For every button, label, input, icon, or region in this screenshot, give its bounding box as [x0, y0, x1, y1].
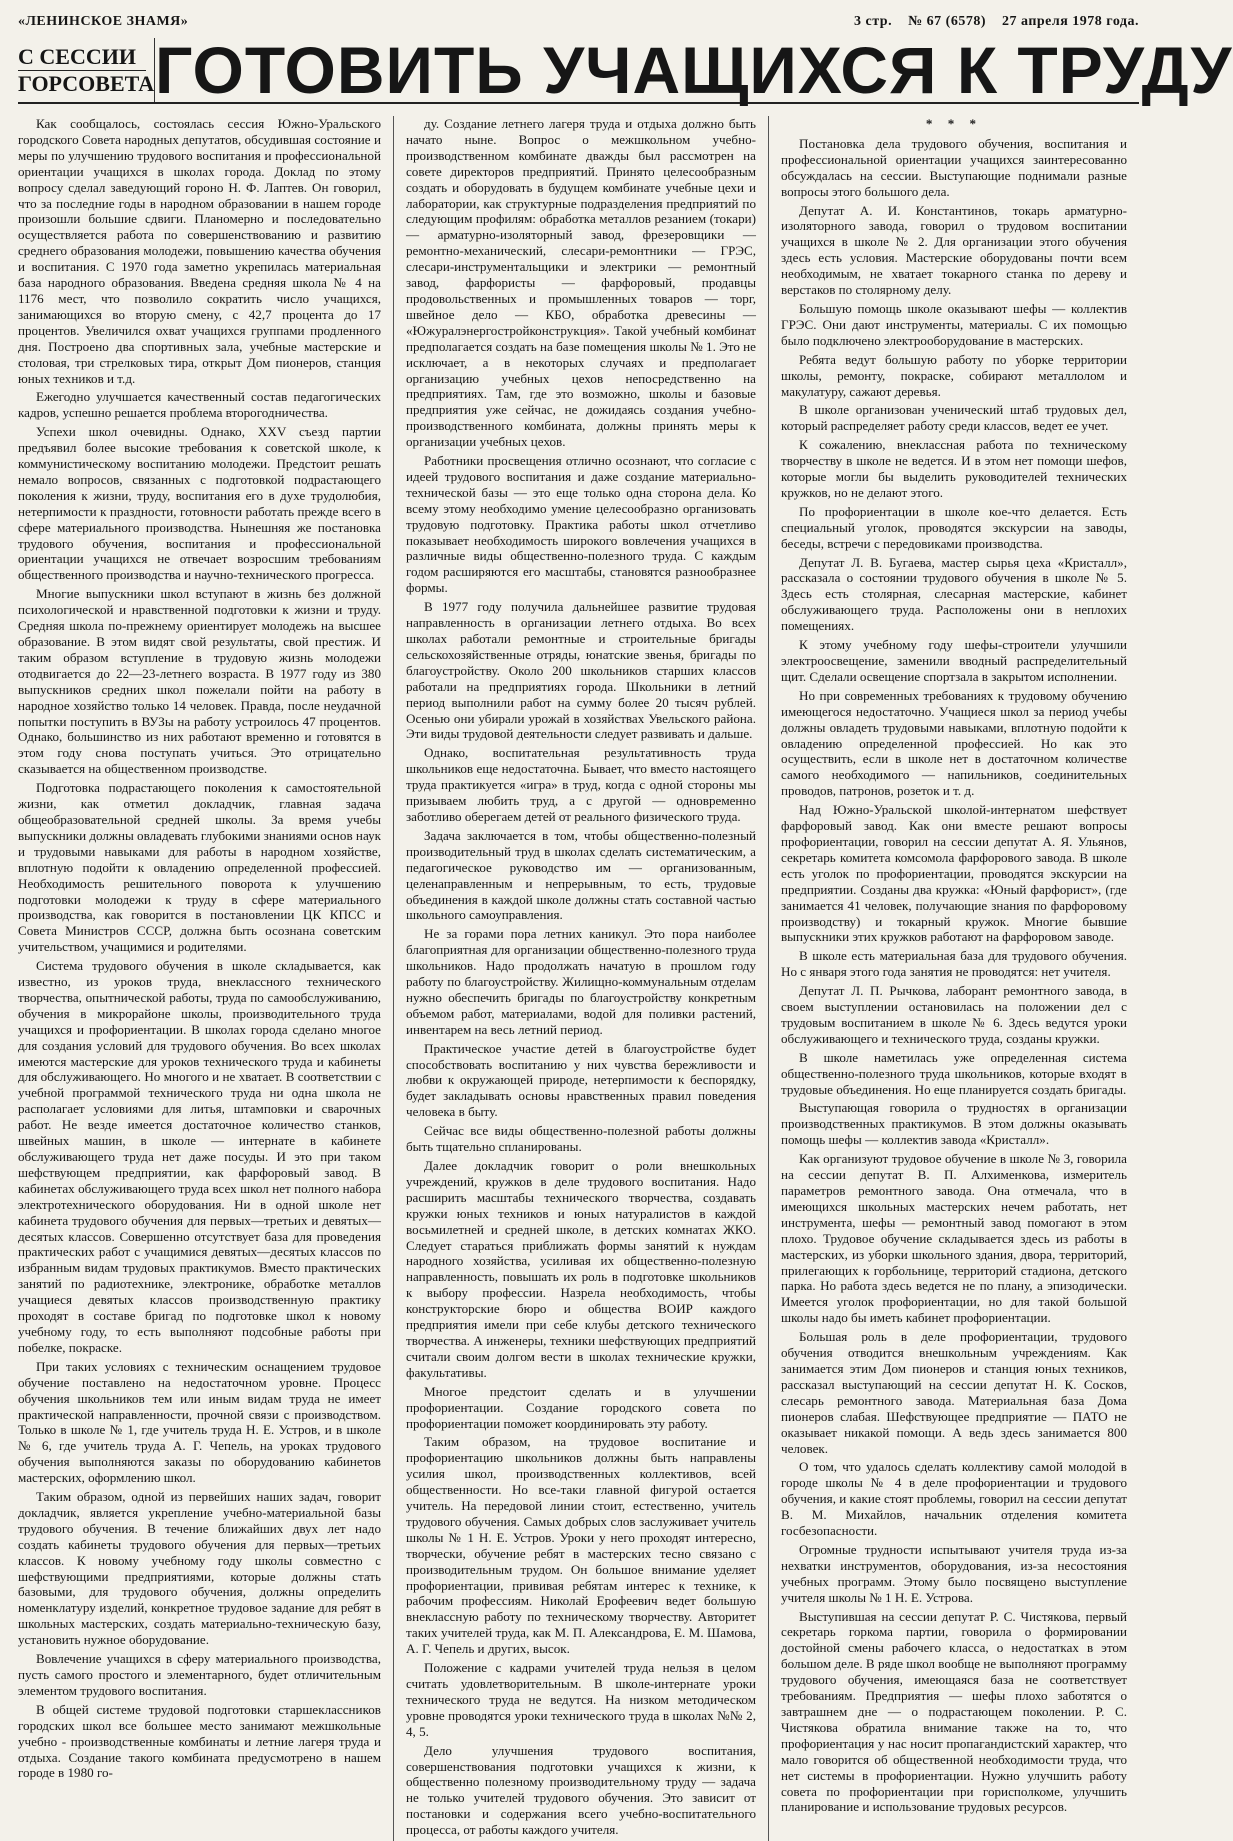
article-paragraph: Депутат Л. П. Рычкова, лаборант ремонтного завода, в своем выступлении остановилась на положении дел с трудовым воспитанием в школе № 6. Здесь ведутся уроки обслуживающего и технического труда, созданы кружки.: [781, 983, 1127, 1046]
masthead: [18, 14, 1139, 34]
article-paragraph: Подготовка подрастающего поколения к самостоятельной жизни, как отметил докладчик, главная задача общеобразовательной средней школы. За время учебы выпускники должны овладевать глубокими знаниями основ наук и трудовыми навыками для работы в народном хозяйстве, вплотную подойти к овладению определенной профессией. Необходимость решительного поворота к улучшению подготовки молодежи к труду в сфере материального производства, как говорится в постановлении ЦК КПСС и Совета Министров СССР, должна быть осознана советским учительством, учащимися и родителями.: [18, 780, 381, 955]
article-paragraph: Ребята ведут большую работу по уборке территории школы, ремонту, покраске, собирают металлолом и макулатуру, сажают деревья.: [781, 351, 1127, 399]
article-paragraph: Таким образом, на трудовое воспитание и профориентацию школьников должны быть направлены усилия школ, производственных коллективов, всей общественности. Но все-таки главной фигурой остается учитель. На передовой линии стоит, естественно, учитель трудового обучения. Самых добрых слов заслуживает учитель школы № 1 Н. Е. Устров. Уроки у него проходят интересно, творчески, обучение ребят в мастерских тесно связано с производительным трудом. Он большое внимание уделяет профориентации, прививая ребятам интерес к технике, к рабочим профессиям. Николай Ерофеевич ведет большую внеклассную работу по техническому творчеству. Авторитет таких учителей труда, как М. П. Александрова, Е. М. Шамова, А. Г. Чепель и других, высок.: [406, 1434, 756, 1657]
article-paragraph: Вовлечение учащихся в сферу материального производства, пусть самого простого и элементарного, будет отличительным элементом трудового воспитания.: [18, 1651, 381, 1698]
article-paragraph: Таким образом, одной из первейших наших задач, говорит докладчик, является укрепление учебно-материальной базы трудового обучения. В течение ближайших двух лет надо создать кабинеты трудового обучения для первых—третьих классов. К новому учебному году школы совместно с шефствующими предприятиями, которые должны стать базовыми, для трудового обучения, должны определить номенклатуру изделий, конкретное трудовое задание для ребят в школьных мастерских, создать материально-техническую базу, установить нужное оборудование.: [18, 1489, 381, 1648]
article-paragraph: Далее докладчик говорит о роли внешкольных учреждений, кружков в деле трудового воспитания. Надо расширить масштабы технического творчества, создавать кружки юных техников и юных натуралистов в каждой восьмилетней и средней школе, в детских комнатах ЖКО. Следует стараться приближать формы занятий к нуждам народного хозяйства, усиливая их общественно-полезную направленность, повышать их роль в подготовке школьников к выбору профессии. Назрела необходимость, чтобы конструкторские бюро и общества ВОИР каждого предприятия имели при себе клубы детского технического творчества. А инженеры, техники шефствующих предприятий считали своим долгом вести в школах технические кружки, факультативы.: [406, 1158, 756, 1380]
article-paragraph: В 1977 году получила дальнейшее развитие трудовая направленность в организации летнего отдыха. Во всех школах работали ремонтные и строительные бригады сельскохозяйственные отряды, юнатские звенья, бригады по благоустройству. Около 200 школьников старших классов работали на предприятиях города. Школьники в летний период выполнили работ на сумму более 20 тысяч рублей. Осенью они убирали урожай в хозяйствах Увельского района. Эти виды трудовой деятельности следует развивать и дальше.: [406, 599, 756, 742]
article-paragraph: Депутат А. И. Константинов, токарь арматурно-изоляторного завода, говорил о трудовом воспитании учащихся в школе № 2. Для организации этого обучения здесь есть условия. Мастерские оборудованы почти всем необходимым, не хватает токарного станка по дереву и верстаков по столярному делу.: [781, 202, 1127, 298]
article-paragraph: По профориентации в школе кое-что делается. Есть специальный уголок, проводятся экскурсии на заводы, беседы, встречи с передовиками производства.: [781, 503, 1127, 551]
article-paragraph: Работники просвещения отлично осознают, что согласие с идеей трудового воспитания и даже создание материально-технической базы — это еще только одна сторона дела. Ко всему этому необходимо умение целесообразно организовать трудовую подготовку. Практика работы школ отчетливо показывает необходимость широкого вовлечения учащихся в различные виды общественно-полезного труда. С каждым годом расширяются его масштабы, становятся разнообразнее формы.: [406, 453, 756, 596]
article-paragraph: Многие выпускники школ вступают в жизнь без должной психологической и нравственной подготовки к жизни и труду. Средняя школа по-прежнему ориентирует молодежь на высшее образование. В этом видят свой результаты, свой престиж. И таким образом вступление в трудовую жизнь молодежи отодвигается до 22—23-летнего возраста. В 1977 году из 380 выпускников средних школ пожелали пойти на работу в народное хозяйство только 14 человек. Правда, после неудачной попытки поступить в ВУЗы на работу устроилось 47 процентов. Однако, большинство из них работают временно и готовятся в этом году снова поступать учиться. Это отрицательно сказывается на общественном производстве.: [18, 586, 381, 777]
article-paragraph: Многое предстоит сделать и в улучшении профориентации. Создание городского совета по профориентации поможет координировать эту работу.: [406, 1383, 756, 1431]
rubric-line-2: ГОРСОВЕТА: [18, 70, 155, 96]
article-paragraph: Как организуют трудовое обучение в школе № 3, говорила на сессии депутат В. П. Алхименкова, измеритель параметров ремонтного завода. Она отмечала, что в имеющихся школьных мастерских нечем работать, нет инструмента, шефы — ремонтный завод помогают в этом плохо. Трудовое обучение складывается здесь из работы в мастерских, из уборки школьного здания, двора, территорий, прилегающих к горбольнице, территорий стадиона, детского парка. Но работа здесь ведется не по плану, а эпизодически. Имеется уголок профориентации, но для такой большой школы надо бы иметь кабинет профориентации.: [781, 1151, 1127, 1326]
issue-date: 27 апреля 1978 года.: [1002, 14, 1139, 29]
article-paragraph: Положение с кадрами учителей труда нельзя в целом считать удовлетворительным. В школе-интернате уроки технического труда не ведутся. На низком методическом уровне проводятся уроки технического труда в школах №№ 2, 4, 5.: [406, 1660, 756, 1739]
article-paragraph: Над Южно-Уральской школой-интернатом шефствует фарфоровый завод. Как они вместе решают вопросы профориентации, говорил на сессии депутат А. Я. Ульянов, секретарь комитета комсомола фарфорового завода. В школе есть уголок по профориентации, проводятся экскурсии на предприятии. Созданы два кружка: «Юный фарфорист», (где занимается 41 человек, получающие знания по фарфоровому производству) и токарный кружок. Многие бывшие выпускники этих кружков работают на фарфоровом заводе.: [781, 802, 1127, 945]
section-stars: * * *: [925, 116, 983, 131]
issue-number: № 67 (6578): [908, 14, 986, 29]
article-paragraph: Депутат Л. В. Бугаева, мастер сырья цеха «Кристалл», рассказала о состоянии трудового обучения в школе № 5. Здесь есть столярная, слесарная мастерские, кабинет обслуживающего труда. Расположены они в неплохих помещениях.: [781, 554, 1127, 634]
article-paragraph: В школе наметилась уже определенная система общественно-полезного труда школьников, которые входят в трудовые объединения. Но еще планируется создать бригады.: [781, 1049, 1127, 1097]
column-2: [393, 116, 768, 1841]
article-paragraph: ду. Создание летнего лагеря труда и отдыха должно быть начато ныне. Вопрос о межшкольном учебно-производственном комбинате дважды был рассмотрен на совете директоров предприятий. Принято целесообразным создать и оборудовать в будущем комбинате учебные цехи и лаборатории, как структурные подразделения предприятий по следующим профилям: обработка металлов резанием (токари) — арматурно-изоляторный завод, фрезеровщики — ремонтно-механический, слесари-ремонтники — ГРЭС, слесари-инструментальщики и электрики — ремонтный завод, фарфористы — фарфоровый, продавцы продовольственных и промышленных товаров — торг, швейное дело — КБО, обработка древесины — «Южуралэнергостройконструкция». Такой учебный комбинат предполагается создать на базе помещения школы № 1. Это не исключает, а в некоторых случаях и предполагает организацию учебных цехов непосредственно на предприятиях. Там, где это возможно, школы и базовые предприятия уже сейчас, не дожидаясь создания учебно-производственного комбината, должны принять меры к организации учебных цехов.: [406, 116, 756, 450]
article-paragraph: При таких условиях с техническим оснащением трудовое обучение поставлено на недостаточном уровне. Процесс обучения школьников тем или иным видам труда не имеет практической направленности, прочной связи с производством. Только в школе № 1, где учитель труда Н. Е. Устров, и в школе № 6, где учитель труда А. Г. Чепель, на уроках трудового обучения выполняются заказы по оборудованию кабинетов мастерских, оформлению школ.: [18, 1358, 381, 1486]
headline-row: [18, 33, 1233, 107]
page-number: 3 стр.: [854, 14, 893, 29]
article-paragraph: Задача заключается в том, чтобы общественно-полезный производительный труд в школах сделать систематическим, а педагогическое руководство им — организованным, целенаправленным и непрерывным, то есть, трудовые объединения в каждой школе должны стать составной частью школьного самоуправления.: [406, 827, 756, 923]
article-paragraph: Система трудового обучения в школе складывается, как известно, из уроков труда, внеклассного технического творчества, опытнической работы, труда по самообслуживанию, обучения в микрорайоне школы, производительного труда учащихся и профориентации. В школах города сделано многое для создания условий для трудового обучения. Во всех школах имеются мастерские для уроков технического труда и кабинеты для обслуживающего. Но многого и не хватает. В соответствии с учебной программой технического труда ни одна школа не располагает условиями для литья, штамповки и сварочных работ. Не везде имеется достаточное количество станков, швейных машин, в школе — интернате в кабинете обслуживающего труда нет даже посуды. И это при таком шефствующем предприятии, как фарфоровый завод. В кабинетах обслуживающего труда всех школ нет полного набора электротехнического оборудования. Ни в одной школе нет кабинета трудового обучения для первых—третьих и девятых—десятых классов. Совершенно отсутствует база для проведения практических работ с учащимися девятых—десятых классов по избранным видам трудовых практикумов. Вместо практических занятий по радиотехнике, электронике, обработке металлов учащиеся девятых классов производственную практику проходят в составе бригад по подготовке школ к новому учебному году, то есть выполняют подсобные работы при побелке, покраске.: [18, 958, 381, 1355]
rubric: [18, 38, 155, 102]
article-paragraph: Большая роль в деле профориентации, трудового обучения отводится внешкольным учреждениям. Как занимается этим Дом пионеров и станция юных техников, рассказал выступающий на сессии депутат Н. К. Сосков, слесарь ремонтного завода. Материальная база Дома пионеров слабая. Шефствующее предприятие — ПАТО не оказывает никакой помощи. А ведь здесь занимается 800 человек.: [781, 1329, 1127, 1456]
column-3: [768, 116, 1139, 1841]
article-paragraph: Ежегодно улучшается качественный состав педагогических кадров, успешно решается проблема второгодничества.: [18, 389, 381, 421]
article-paragraph: В школе организован ученический штаб трудовых дел, который распределяет работу среди классов, ведет ее учет.: [781, 402, 1127, 434]
article-paragraph: В общей системе трудовой подготовки старшеклассников городских школ все большее место занимают межшкольные учебно - производственные комбинаты и летние лагеря труда и отдыха. Создание такого комбината предусмотрено в нашем городе в 1980 го-: [18, 1701, 381, 1781]
paper-name: «ЛЕНИНСКОЕ ЗНАМЯ»: [18, 14, 189, 29]
article-paragraph: Выступающая говорила о трудностях в организации производственных практикумов. В этом должны оказывать помощь шефы — коллектив завода «Кристалл».: [781, 1100, 1127, 1148]
column-1: [18, 116, 393, 1841]
article-paragraph: Постановка дела трудового обучения, воспитания и профессиональной ориентации учащихся заинтересованно обсуждалась на сессии. Выступающие поднимали разные вопросы этого большого дела.: [781, 135, 1127, 199]
article-paragraph: Не за горами пора летних каникул. Это пора наиболее благоприятная для организации общественно-полезного труда школьников. Надо продолжать начатую в прошлом году работу по благоустройству. Жилищно-коммунальным отделам нужно обеспечить бригады по благоустройству конкретным объемом работ, материалами, водой для поливки растений, инвентарем на весь летний период.: [406, 926, 756, 1037]
article-paragraph: Огромные трудности испытывают учителя труда из-за нехватки инструментов, оборудования, из-за несостояния учебных программ. Этому было посвящено выступление учителя школы № 1 Н. Е. Устрова.: [781, 1541, 1127, 1605]
article-paragraph: Сейчас все виды общественно-полезной работы должны быть тщательно спланированы.: [406, 1123, 756, 1155]
article-paragraph: Успехи школ очевидны. Однако, XXV съезд партии предъявил более высокие требования к советской школе, к коммунистическому воспитанию молодежи. Предстоит решать немало вопросов, связанных с подготовкой подрастающего поколения к жизни, труду, воспитания его в духе трудолюбия, нетерпимости к праздности, готовности работать прежде всего в сфере материального производства. Нынешняя же постановка трудового обучения, воспитания и профессиональной ориентации учащихся не отвечает возросшим требованиям общественного производства и научно-технического прогресса.: [18, 424, 381, 583]
rubric-line-1: С СЕССИИ: [18, 43, 136, 69]
article-paragraph: Практическое участие детей в благоустройстве будет способствовать воспитанию у них чувства бережливости и любви к окружающей природе, нетерпимости к беспорядку, будет закладывать основы нравственных правил поведения человека в быту.: [406, 1040, 756, 1120]
issue-info: [842, 14, 1139, 30]
article-paragraph: К этому учебному году шефы-строители улучшили электроосвещение, заменили вводный распределительный щит. Сделали освещение спортзала в закрытом исполнении.: [781, 637, 1127, 684]
article-paragraph: Большую помощь школе оказывают шефы — коллектив ГРЭС. Они дают инструменты, материалы. С их помощью было подключено электрооборудование в мастерских.: [781, 300, 1127, 348]
article-paragraph: Как сообщалось, состоялась сессия Южно-Уральского городского Совета народных депутатов, обсудившая состояние и меры по улучшению трудового воспитания и профессиональной ориентации учащихся в школах города. Доклад по этому вопросу сделал заведующий гороно Н. Ф. Лаптев. Он говорил, что за последние годы в народном образовании в нашем городе произошли большие сдвиги. Планомерно и последовательно осуществляется работа по совершенствованию и развитию среднего образования молодежи, повышению качества обучения и воспитания. С 1970 года заметно укрепилась материальная база народного образования. Введена средняя школа № 4 на 1176 мест, что позволило сократить число учащихся, занимающихся во вторую смену, с 42,7 процента до 17 процентов. Увеличился охват учащихся группами продленного дня. Построено два спортивных зала, учебные мастерские и столовая, три стрелковых тира, открыт Дом пионеров, станция юных техников и т.д.: [18, 116, 381, 386]
article-paragraph: О том, что удалось сделать коллективу самой молодой в городе школы № 4 в деле профориентации и трудового обучения, и какие стоят проблемы, говорил на сессии депутат В. М. Михайлов, начальник отделения комитета госбезопасности.: [781, 1459, 1127, 1539]
article-paragraph: Но при современных требованиях к трудовому обучению имеющегося недостаточно. Учащиеся школ за период учебы должны овладеть трудовыми навыками, вплотную подойти к овладению определенной профессией. Но как это осуществить, если в школе нет в достаточном количестве самого необходимого — напильников, соединительных проводов, патронов, розеток и т. д.: [781, 687, 1127, 799]
article-paragraph: К сожалению, внеклассная работа по техническому творчеству в школе не ведется. И в этом нет помощи шефов, которые могли бы выделить руководителей технических кружков, но не делают этого.: [781, 437, 1127, 500]
article-paragraph: В школе есть материальная база для трудового обучения. Но с января этого года занятия не проводятся: нет учителя.: [781, 948, 1127, 980]
article-paragraph: Выступившая на сессии депутат Р. С. Чистякова, первый секретарь горкома партии, говорила о формировании достойной смены рабочего класса, о недостатках в этом большом деле. В ряде школ вообще не выполняют программу трудового обучения, имеющаяся база не соответствует требованиям. Предприятия — шефы плохо заботятся о завтрашнем дне — о подрастающем поколении. Р. С. Чистякова обратила внимание также на то, что профориентация у нас носит пропагандистский характер, что мало говорится об общественной необходимости труда, что нет системы в профориентации. Нужно улучшить работу совета по профориентации при горисполкоме, улучшить планирование и использование трудовых ресурсов.: [781, 1608, 1127, 1815]
article-columns: [18, 116, 1139, 1838]
article-paragraph: Дело улучшения трудового воспитания, совершенствования подготовки учащихся к жизни, к общественно полезному производительному труду — задача не только учителей трудового обучения. Это зависит от постановки и содержания всего учебно-воспитательного процесса, от работы каждого учителя.: [406, 1742, 756, 1838]
article-paragraph: Однако, воспитательная результативность труда школьников еще недостаточна. Бывает, что вместо настоящего труда практикуется «игра» в труд, когда с одной стороны мы призываем любить труд, а с другой — одновременно заботливо оберегаем детей от реального физического труда.: [406, 745, 756, 824]
headline: ГОТОВИТЬ УЧАЩИХСЯ К ТРУДУ: [155, 33, 1233, 107]
